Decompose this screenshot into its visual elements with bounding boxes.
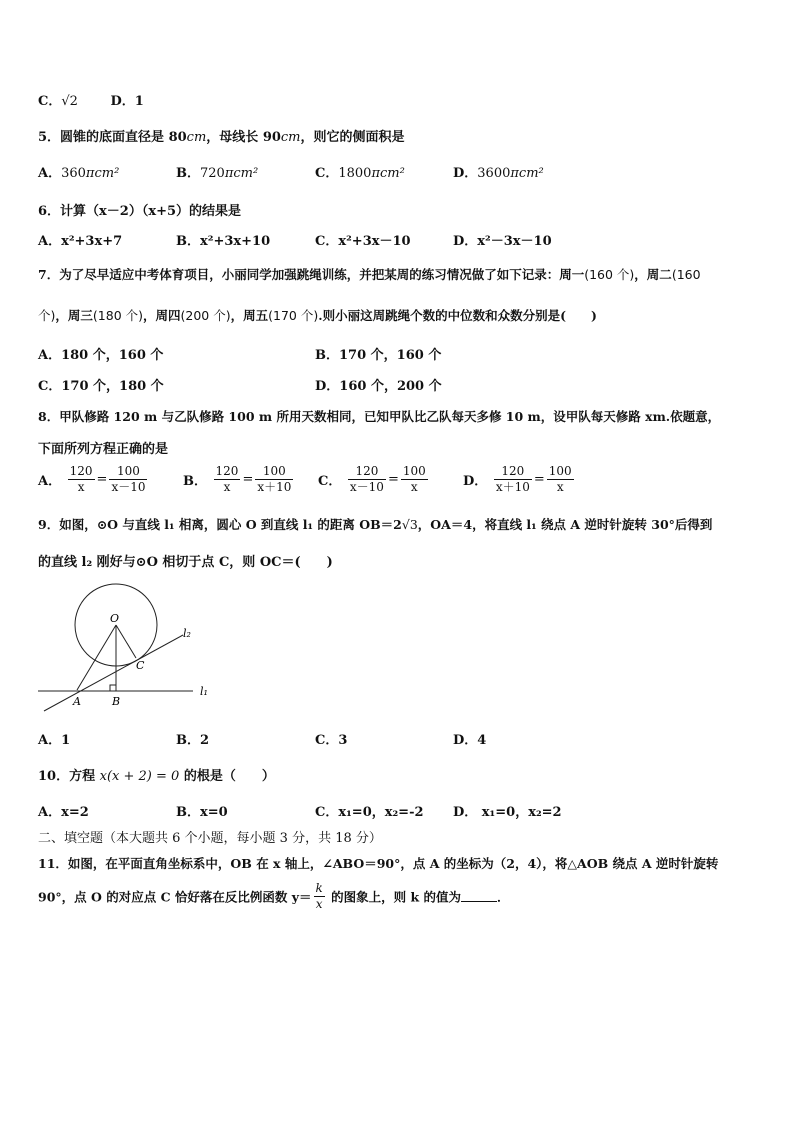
label-a: A xyxy=(73,695,81,708)
q8-option-c: C． $\frac{120}{x-10}$ = $\frac{100}{x}$ xyxy=(318,464,426,494)
q4-option-d-label: D． xyxy=(110,94,135,109)
q5-diameter: 80 xyxy=(168,130,187,145)
label-b: B xyxy=(112,695,121,708)
q4-option-d-value: 1 xyxy=(134,94,144,109)
q5-option-a: A．360πcm² xyxy=(38,166,120,181)
q5-stem xyxy=(38,126,405,145)
q11-line1: 11．如图，在平面直角坐标系中，OB 在 x 轴上，∠ABO＝90°，点 A 的坐标为（2，4），将△AOB 绕点 A 逆时针旋转 xyxy=(38,856,719,871)
q9-option-a: A．1 xyxy=(38,733,71,748)
q7-line2: 个)，周三(180 个)，周四(200 个)，周五(170 个).则小丽这周跳绳个数的中位数和众数分别是( ) xyxy=(38,308,597,323)
q4-option-c-value: √2 xyxy=(61,94,78,109)
q10-option-d: D． x₁=0，x₂=2 xyxy=(453,805,562,820)
q10-option-b: B．x=0 xyxy=(176,805,228,820)
q7-monday: (160 个) xyxy=(584,267,635,282)
q9-option-b: B．2 xyxy=(176,733,210,748)
segment-oa xyxy=(77,625,116,690)
q7-tuesday: (160 xyxy=(671,267,701,282)
q5-unit2: cm xyxy=(280,130,301,145)
label-l2: l₂ xyxy=(183,627,191,640)
q7-option-b: B．170 个，160 个 xyxy=(315,348,442,363)
q6-stem: 6．计算（x－2）（x+5）的结果是 xyxy=(38,204,242,219)
section-2-title: 二、填空题（本大题共 6 个小题，每小题 3 分，共 18 分） xyxy=(38,831,382,846)
q8-option-b: B． $\frac{120}{x}$ = $\frac{100}{x+10}$ xyxy=(183,464,292,494)
q10-option-a: A．x=2 xyxy=(38,805,89,820)
q7-friday: (170 个) xyxy=(268,308,319,323)
q10-stem: 10．方程 x(x + 2) = 0 的根是（ ） xyxy=(38,769,275,784)
q9-line2: 的直线 l₂ 刚好与⊙O 相切于点 C，则 OC＝( ) xyxy=(38,555,333,570)
q5-stem-b: ，母线长 xyxy=(206,130,263,145)
q9-line1: 9．如图，⊙O 与直线 l₁ 相离，圆心 O 到直线 l₁ 的距离 OB＝2√3，OA＝4，将直线 l₁ 绕点 A 逆时针旋转 30°后得到 xyxy=(38,517,713,532)
q5-stem-c: ，则它的侧面积是 xyxy=(300,130,405,145)
q5-slant: 90 xyxy=(262,130,281,145)
q6-option-b: B．x²+3x+10 xyxy=(176,234,271,249)
q10-option-c: C．x₁=0，x₂=-2 xyxy=(315,805,424,820)
q7-wednesday: (180 个) xyxy=(92,308,143,323)
q8-option-a: A． $\frac{120}{x}$ = $\frac{100}{x-10}$ xyxy=(38,464,146,494)
label-c: C xyxy=(136,659,145,672)
q7-option-d: D．160 个，200 个 xyxy=(315,379,442,394)
q10-equation: x(x + 2) = 0 xyxy=(99,769,180,784)
q9-option-c: C．3 xyxy=(315,733,348,748)
q11-line2: 90°，点 O 的对应点 C 恰好落在反比例函数 y＝ $\frac{k}{x}$ 的图象上，则 k 的值为 ． xyxy=(38,881,510,911)
q8-line1: 8．甲队修路 120 m 与乙队修路 100 m 所用天数相同，已知甲队比乙队每天多修 10 m，设甲队每天修路 xm.依题意， xyxy=(38,409,721,424)
q7-option-c: C．170 个，180 个 xyxy=(38,379,164,394)
segment-oc xyxy=(116,625,136,658)
q7-thursday: (200 个) xyxy=(180,308,231,323)
q9-sqrt3: √3 xyxy=(401,517,418,532)
q4-option-c-label: C． xyxy=(38,94,62,109)
q4-tail-row xyxy=(38,90,144,109)
q6-option-c: C．x²+3x－10 xyxy=(315,234,411,249)
q5-option-d: D．3600πcm² xyxy=(453,166,544,181)
q9-figure xyxy=(30,578,230,718)
answer-blank[interactable] xyxy=(461,891,497,902)
q6-option-a: A．x²+3x+7 xyxy=(38,234,123,249)
q7-option-a: A．180 个，160 个 xyxy=(38,348,164,363)
q9-option-d: D．4 xyxy=(453,733,487,748)
q5-option-c: C．1800πcm² xyxy=(315,166,405,181)
label-l1: l₁ xyxy=(200,685,208,698)
q6-option-d: D．x²－3x－10 xyxy=(453,234,552,249)
right-angle-mark xyxy=(110,685,116,691)
q5-stem-a: 5．圆锥的底面直径是 xyxy=(38,130,169,145)
q8-option-d: D． $\frac{120}{x+10}$ = $\frac{100}{x}$ xyxy=(463,464,572,494)
label-o: O xyxy=(110,612,120,625)
q8-line2: 下面所列方程正确的是 xyxy=(38,442,169,457)
q5-unit1: cm xyxy=(186,130,207,145)
q5-option-b: B．720πcm² xyxy=(176,166,259,181)
q7-line1: 7．为了尽早适应中考体育项目，小丽同学加强跳绳训练，并把某周的练习情况做了如下记录：周一(160 个)，周二(160 xyxy=(38,267,701,282)
